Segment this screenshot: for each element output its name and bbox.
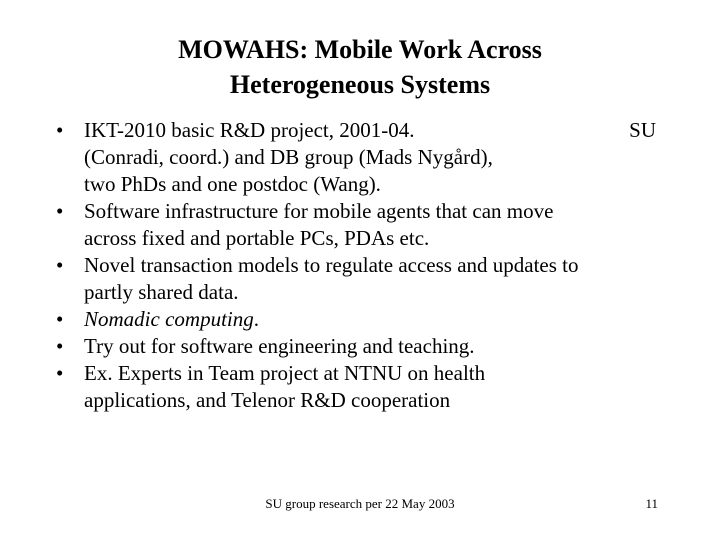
bullet-icon: • [56,199,64,223]
slide-title-line-2: Heterogeneous Systems [229,70,491,99]
bullet-item-tryout [56,333,656,360]
bullet-text: partly shared data. [84,280,239,304]
bullet-text-right: SU [629,118,656,142]
bullet-text: IKT-2010 basic R&D project, 2001-04. [84,118,415,142]
bullet-text: Try out for software engineering and teaching. [84,334,475,358]
page-number: 11 [645,496,658,511]
bullet-text: Software infrastructure for mobile agents that can move [84,199,554,223]
bullet-icon: • [56,334,64,358]
bullet-item-transactions [56,252,656,306]
slide-title-line-1: MOWAHS: Mobile Work Across [178,35,542,64]
bullet-line [84,306,656,333]
bullet-item-infrastructure [56,198,656,252]
bullet-item-nomadic [56,306,656,333]
bullet-icon: • [56,307,64,331]
bullet-text: Novel transaction models to regulate access and updates to [84,253,579,277]
bullet-icon: • [56,361,64,385]
slide-footer: SU group research per 22 May 2003 [265,496,455,511]
bullet-icon: • [56,253,64,277]
bullet-icon: • [56,118,64,142]
bullet-item-experts [56,360,656,414]
bullet-text: across fixed and portable PCs, PDAs etc. [84,226,430,250]
bullet-text: applications, and Telenor R&D cooperation [84,388,451,412]
bullet-text: (Conradi, coord.) and DB group (Mads Nygård), [84,145,493,169]
bullet-text: two PhDs and one postdoc (Wang). [84,172,381,196]
bullet-text-suffix: . [253,307,259,331]
bullet-item-project [56,117,656,198]
slide-title [0,32,720,102]
bullet-text-italic: Nomadic computing [84,307,254,331]
bullet-text: Ex. Experts in Team project at NTNU on health [84,361,486,385]
bullet-list [56,117,656,414]
bullet-line [84,117,656,144]
